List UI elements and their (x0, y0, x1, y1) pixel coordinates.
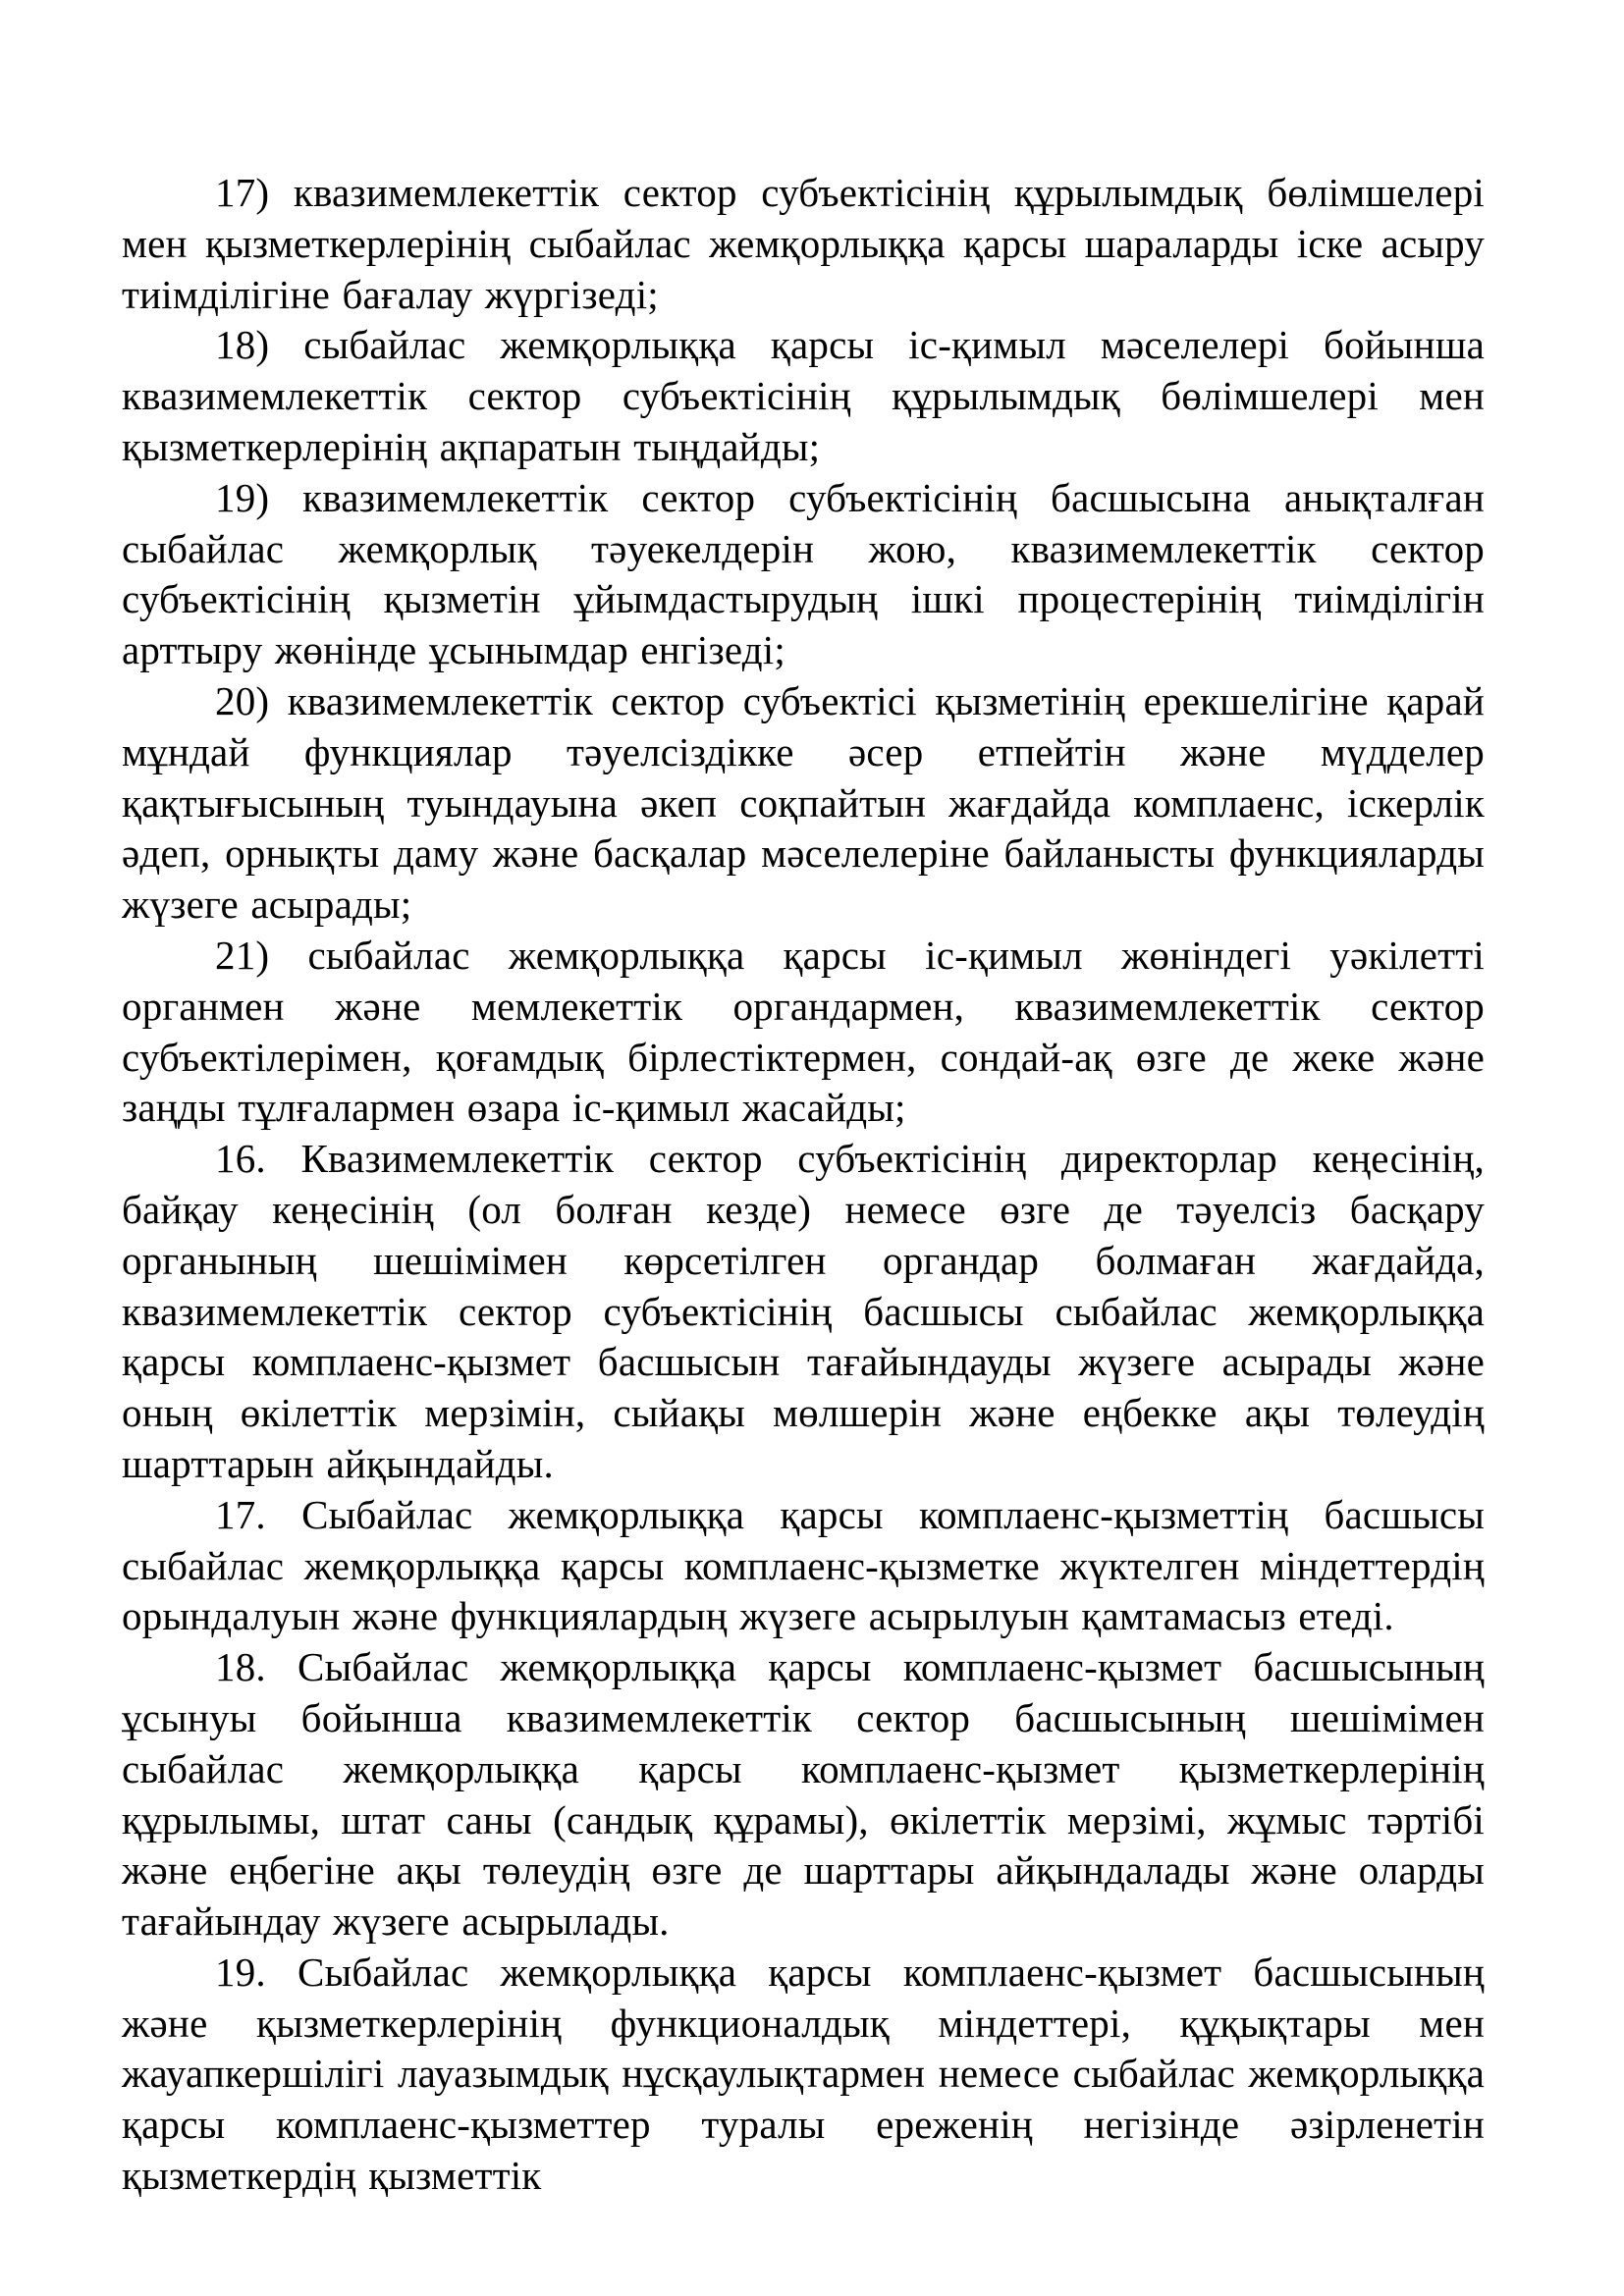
paragraph: 19. Сыбайлас жемқорлыққа қарсы комплаенс-қызмет басшысының және қызметкерлерінің функционалдық міндеттері, құқықтары мен жауапкершілігі лауазымдық нұсқаулықтармен немесе сыбайлас жемқорлыққа қарсы комплаенс-қызметтер туралы ереженің негізінде әзірленетін қызметкердің қызметтік (122, 1949, 1485, 2199)
paragraph: 18. Сыбайлас жемқорлыққа қарсы комплаенс-қызмет басшысының ұсынуы бойынша квазимемлекеттік сектор басшысының шешімімен сыбайлас жемқорлыққа қарсы комплаенс-қызмет қызметкерлерінің құрылымы, штат саны (сандық құрамы), өкілеттік мерзімі, жұмыс тәртібі және еңбегіне ақы төлеудің өзге де шарттары айқындалады және оларды тағайындау жүзеге асырылады. (122, 1644, 1485, 1945)
paragraph: 18) сыбайлас жемқорлыққа қарсы іс-қимыл мәселелері бойынша квазимемлекеттік сектор субъектісінің құрылымдық бөлімшелері мен қызметкерлерінің ақпаратын тыңдайды; (122, 322, 1485, 469)
document-text-block (122, 168, 1485, 2202)
paragraph: 17) квазимемлекеттік сектор субъектісінің құрылымдық бөлімшелері мен қызметкерлерінің сыбайлас жемқорлыққа қарсы шараларды іске асыру тиімділігіне бағалау жүргізеді; (122, 170, 1485, 317)
paragraph: 20) квазимемлекеттік сектор субъектісі қызметінің ерекшелігіне қарай мұндай функциялар тәуелсіздікке әсер етпейтін және мүдделер қақтығысының туындауына әкеп соқпайтын жағдайда комплаенс, іскерлік әдеп, орнықты даму және басқалар мәселелеріне байланысты функцияларды жүзеге асырады; (122, 677, 1485, 928)
paragraph: 19) квазимемлекеттік сектор субъектісінің басшысына анықталған сыбайлас жемқорлық тәуекелдерін жою, квазимемлекеттік сектор субъектісінің қызметін ұйымдастырудың ішкі процестерінің тиімділігін арттыру жөнінде ұсынымдар енгізеді; (122, 474, 1485, 673)
paragraph: 21) сыбайлас жемқорлыққа қарсы іс-қимыл жөніндегі уәкілетті органмен және мемлекеттік органдармен, квазимемлекеттік сектор субъектілерімен, қоғамдық бірлестіктермен, сондай-ақ өзге де жеке және заңды тұлғалармен өзара іс-қимыл жасайды; (122, 932, 1485, 1131)
paragraph: 16. Квазимемлекеттік сектор субъектісінің директорлар кеңесінің, байқау кеңесінің (ол болған кезде) немесе өзге де тәуелсіз басқару органының шешімімен көрсетілген органдар болмаған жағдайда, квазимемлекеттік сектор субъектісінің басшысы сыбайлас жемқорлыққа қарсы комплаенс-қызмет басшысын тағайындауды жүзеге асырады және оның өкілеттік мерзімін, сыйақы мөлшерін және еңбекке ақы төлеудің шарттарын айқындайды. (122, 1136, 1485, 1486)
paragraph: 17. Сыбайлас жемқорлыққа қарсы комплаенс-қызметтің басшысы сыбайлас жемқорлыққа қарсы комплаенс-қызметке жүктелген міндеттердің орындалуын және функциялардың жүзеге асырылуын қамтамасыз етеді. (122, 1491, 1485, 1639)
